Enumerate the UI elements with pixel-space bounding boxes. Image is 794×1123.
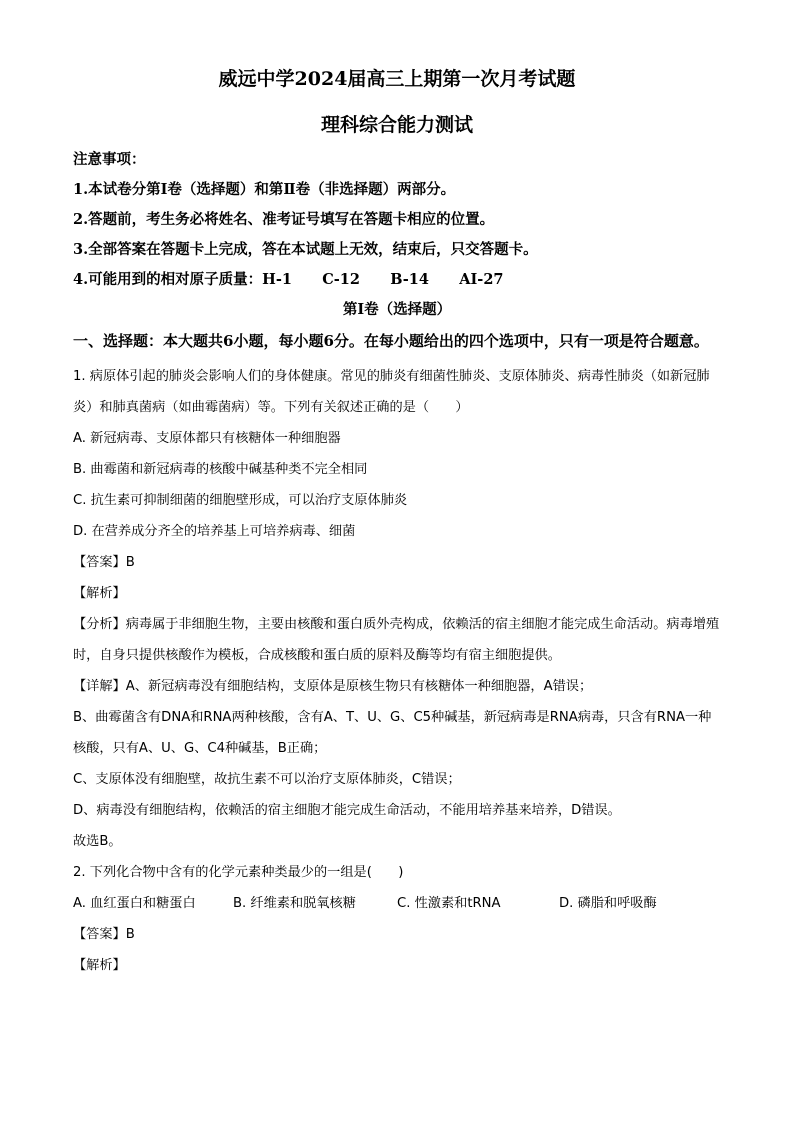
- notice-heading: 注意事项：: [73, 151, 146, 168]
- analysis-detail-a: 【详解】A、新冠病毒没有细胞结构，支原体是原核生物只有核糖体一种细胞器，A错误；: [73, 679, 593, 694]
- notice-item-2: 2.答题前，考生务必将姓名、准考证号填写在答题卡相应的位置。: [73, 211, 495, 228]
- answer-label: 【答案】B: [73, 555, 135, 570]
- option-b: B. 曲霉菌和新冠病毒的核酸中碱基种类不完全相同: [73, 462, 368, 477]
- analysis-conclusion: 故选B。: [73, 834, 122, 849]
- analysis-detail-d: D、病毒没有细胞结构，依赖活的宿主细胞才能完成生命活动，不能用培养基来培养，D错误。: [73, 803, 621, 818]
- answer-label: 【答案】B: [73, 927, 135, 942]
- exam-subtitle: 理科综合能力测试: [320, 114, 473, 136]
- option-c: C. 性激素和tRNA: [397, 896, 501, 911]
- question-block-1: [73, 361, 721, 857]
- section-title: 第Ⅰ卷（选择题）: [342, 301, 452, 318]
- question-block-2: [73, 857, 721, 981]
- option-d: D. 磷脂和呼吸酶: [559, 896, 657, 911]
- analysis-label: 【解析】: [73, 958, 126, 973]
- analysis-label: 【解析】: [73, 586, 126, 601]
- notice-item-4: 4.可能用到的相对原子质量：H-1 C-12 B-14 AI-27: [73, 271, 504, 288]
- option-a: A. 新冠病毒、支原体都只有核糖体一种细胞器: [73, 431, 341, 446]
- question-stem: 2. 下列化合物中含有的化学元素种类最少的一组是( ): [73, 865, 404, 880]
- notice-item-3: 3.全部答案在答题卡上完成，答在本试题上无效，结束后，只交答题卡。: [73, 241, 538, 258]
- analysis-summary: 【分析】病毒属于非细胞生物，主要由核酸和蛋白质外壳构成，依赖活的宿主细胞才能完成生命活动。病毒增殖时，自身只提供核酸作为模板，合成核酸和蛋白质的原料及酶等均有宿主细胞提供。: [73, 617, 720, 663]
- part-heading: 一、选择题：本大题共6小题，每小题6分。在每小题给出的四个选项中，只有一项是符合题意。: [73, 332, 709, 350]
- analysis-detail-c: C、支原体没有细胞壁，故抗生素不可以治疗支原体肺炎，C错误；: [73, 772, 461, 787]
- option-c: C. 抗生素可抑制细菌的细胞壁形成，可以治疗支原体肺炎: [73, 493, 408, 508]
- option-d: D. 在营养成分齐全的培养基上可培养病毒、细菌: [73, 524, 356, 539]
- analysis-detail-b: B、曲霉菌含有DNA和RNA两种核酸，含有A、T、U、G、C5种碱基，新冠病毒是RNA病毒，只含有RNA一种核酸，只有A、U、G、C4种碱基，B正确；: [73, 710, 712, 756]
- options-row: [73, 888, 721, 919]
- exam-title: 威远中学2024届高三上期第一次月考试题: [218, 68, 576, 90]
- option-b: B. 纤维素和脱氧核糖: [233, 896, 356, 911]
- notice-item-1: 1.本试卷分第Ⅰ卷（选择题）和第Ⅱ卷（非选择题）两部分。: [73, 181, 456, 198]
- question-stem: 1. 病原体引起的肺炎会影响人们的身体健康。常见的肺炎有细菌性肺炎、支原体肺炎、病毒性肺炎（如新冠肺炎）和肺真菌病（如曲霉菌病）等。下列有关叙述正确的是（ ）: [73, 369, 710, 415]
- option-a: A. 血红蛋白和糖蛋白: [73, 896, 196, 911]
